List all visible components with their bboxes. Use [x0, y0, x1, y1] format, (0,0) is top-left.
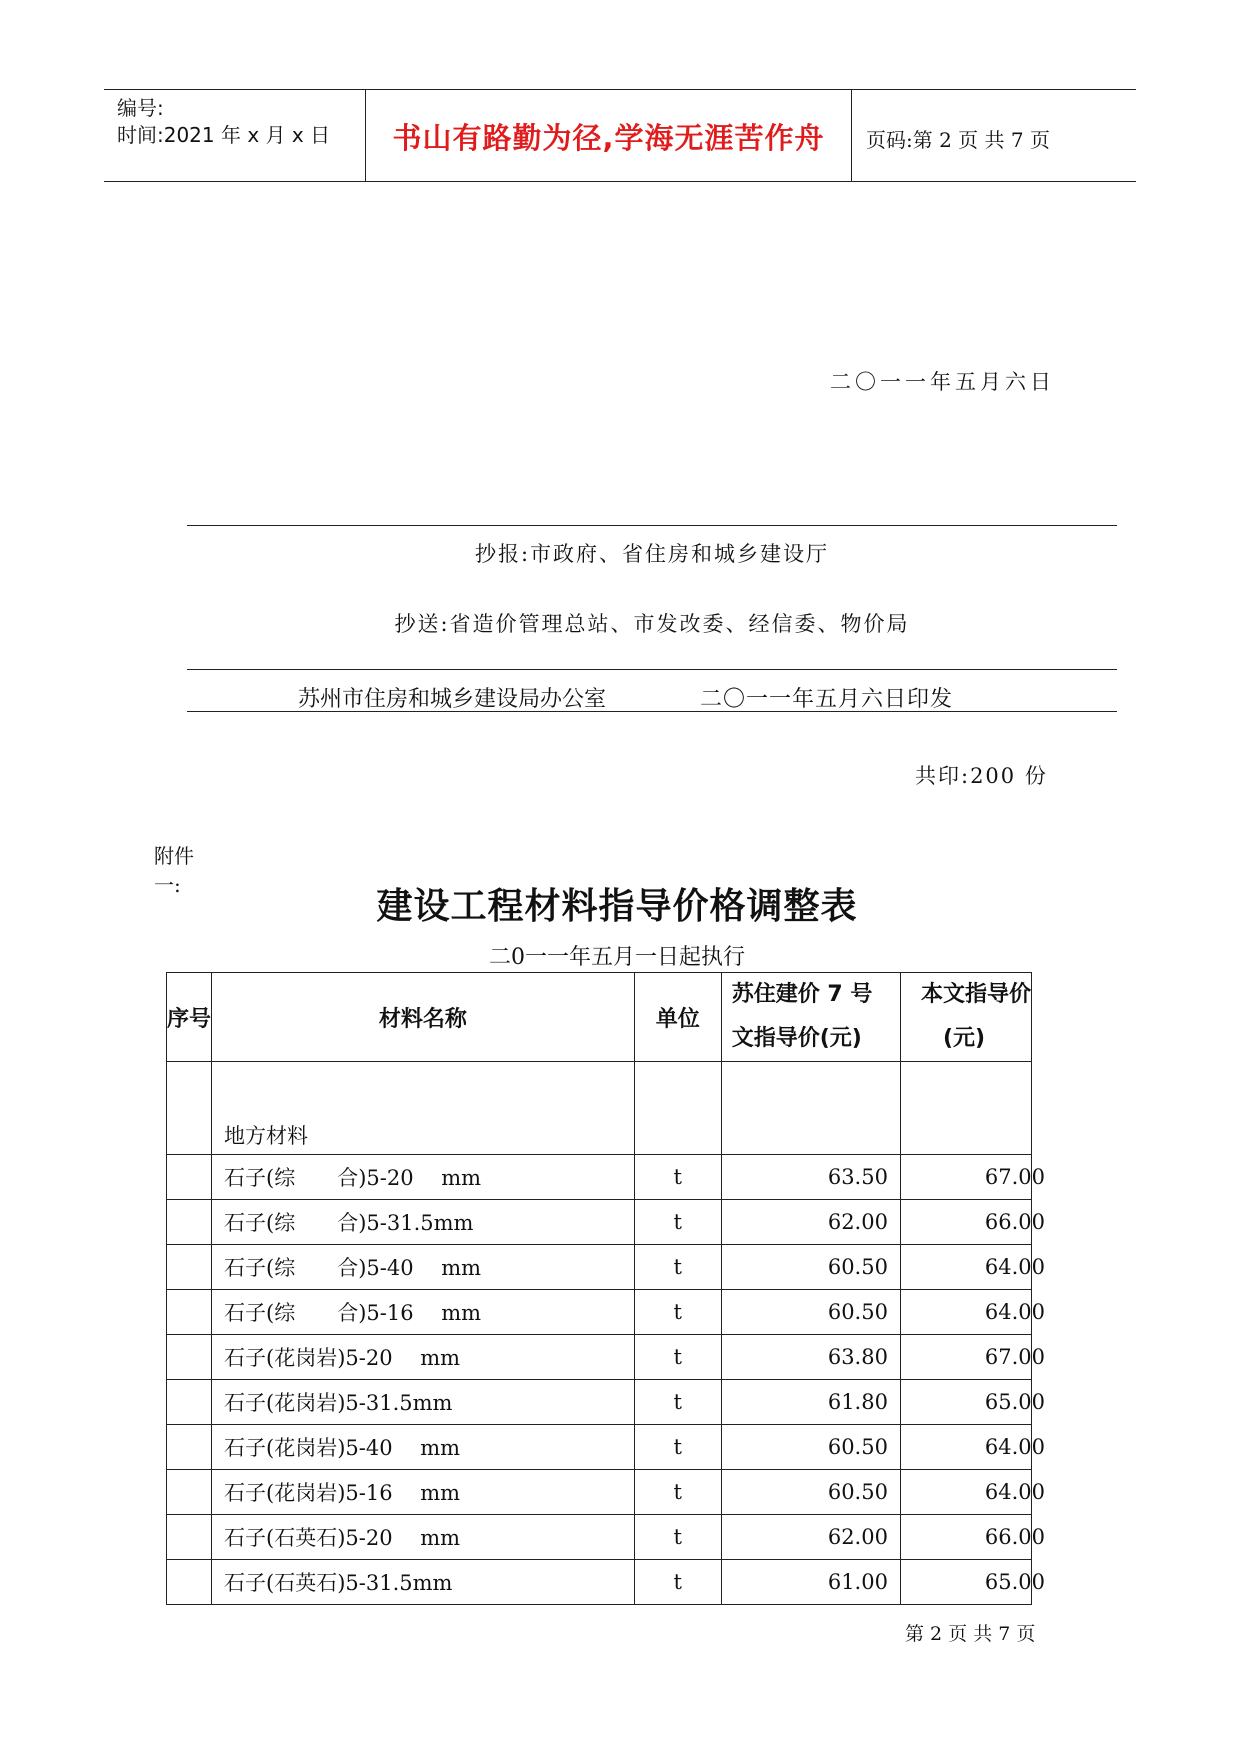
row-price-old: 61.00: [721, 1560, 900, 1605]
row-price-new-cell: [900, 1470, 1045, 1515]
col-header-seq: 序号: [167, 973, 212, 1062]
row-seq-cell: [167, 1200, 212, 1245]
row-unit: t: [634, 1290, 721, 1335]
table-row: [167, 1380, 1032, 1425]
row-price-old: 63.50: [721, 1155, 900, 1200]
issuer-office: 苏州市住房和城乡建设局办公室: [298, 687, 607, 712]
row-seq-cell: [167, 1560, 212, 1605]
row-price-new: 64.00: [984, 1300, 1045, 1324]
row-material-name: 石子(综 合)5-20 mm: [212, 1155, 635, 1200]
row-price-new: 64.00: [984, 1480, 1045, 1504]
table-row: [167, 1200, 1032, 1245]
row-material-name: 石子(花岗岩)5-20 mm: [212, 1335, 635, 1380]
col-header-price-new: [900, 973, 1031, 1062]
table-row: [167, 1290, 1032, 1335]
category-name: 地方材料: [212, 1062, 635, 1155]
row-price-new: 65.00: [984, 1570, 1045, 1594]
category-price-new-cell: [900, 1062, 1031, 1155]
col-header-name: 材料名称: [212, 973, 635, 1062]
row-price-new-cell: [900, 1515, 1045, 1560]
row-price-old: 60.50: [721, 1470, 900, 1515]
col-header-price-new-line2: (元): [942, 1026, 986, 1051]
row-price-new: 65.00: [984, 1390, 1045, 1414]
row-unit: t: [634, 1155, 721, 1200]
cc-report: 抄报:市政府、省住房和城乡建设厅: [474, 542, 830, 566]
row-price-new: 67.00: [984, 1345, 1045, 1369]
row-price-new-cell: [900, 1425, 1045, 1470]
row-material-name: 石子(综 合)5-40 mm: [212, 1245, 635, 1290]
copies-count: 共印:200 份: [915, 764, 1048, 788]
table-category-row: [167, 1062, 1032, 1155]
header-top-rule: [104, 89, 1136, 90]
header-code-label: 编号:: [117, 96, 164, 120]
row-price-new-cell: [900, 1560, 1045, 1605]
row-seq-cell: [167, 1380, 212, 1425]
category-unit-cell: [634, 1062, 721, 1155]
cc-bottom-rule: [187, 711, 1117, 712]
row-seq-cell: [167, 1290, 212, 1335]
row-price-new: 64.00: [984, 1435, 1045, 1459]
row-material-name: 石子(石英石)5-31.5mm: [212, 1560, 635, 1605]
cc-send: 抄送:省造价管理总站、市发改委、经信委、物价局: [394, 612, 910, 636]
row-material-name: 石子(花岗岩)5-31.5mm: [212, 1380, 635, 1425]
row-price-new: 66.00: [984, 1210, 1045, 1234]
category-seq-cell: [167, 1062, 212, 1155]
footer-page-number: 第 2 页 共 7 页: [905, 1623, 1036, 1645]
row-unit: t: [634, 1560, 721, 1605]
table-row: [167, 1470, 1032, 1515]
row-material-name: 石子(石英石)5-20 mm: [212, 1515, 635, 1560]
signature-date: 二〇一一年五月六日: [830, 370, 1055, 394]
row-price-old: 63.80: [721, 1335, 900, 1380]
table-row: [167, 1155, 1032, 1200]
header-bottom-rule: [104, 181, 1136, 182]
table-header-row: [167, 973, 1032, 1062]
row-price-old: 60.50: [721, 1245, 900, 1290]
row-price-new-cell: [900, 1200, 1045, 1245]
header-motto: 书山有路勤为径,学海无涯苦作舟: [392, 121, 825, 155]
row-price-new-cell: [900, 1155, 1045, 1200]
row-seq-cell: [167, 1155, 212, 1200]
table-row: [167, 1335, 1032, 1380]
row-price-new-cell: [900, 1335, 1045, 1380]
row-price-old: 62.00: [721, 1515, 900, 1560]
row-price-new: 67.00: [984, 1165, 1045, 1189]
header-page-label: 页码:第 2 页 共 7 页: [866, 128, 1050, 152]
table-row: [167, 1515, 1032, 1560]
header-time-label: 时间:2021 年 x 月 x 日: [117, 123, 331, 147]
row-price-old: 60.50: [721, 1290, 900, 1335]
col-header-price-new-line1: 本文指导价: [920, 982, 1031, 1007]
col-header-price-old-line1: 苏住建价 7 号: [731, 982, 873, 1007]
attachment-subtitle: 二0一一年五月一日起执行: [489, 945, 745, 970]
row-material-name: 石子(花岗岩)5-16 mm: [212, 1470, 635, 1515]
row-unit: t: [634, 1335, 721, 1380]
row-seq-cell: [167, 1470, 212, 1515]
attachment-title: 建设工程材料指导价格调整表: [376, 886, 858, 927]
row-price-new-cell: [900, 1245, 1045, 1290]
row-unit: t: [634, 1470, 721, 1515]
attachment-label-text: 附件一:: [154, 844, 194, 897]
col-header-price-old-line2: 文指导价(元): [731, 1026, 862, 1051]
row-seq-cell: [167, 1425, 212, 1470]
row-seq-cell: [167, 1515, 212, 1560]
row-price-old: 62.00: [721, 1200, 900, 1245]
issue-date: 二〇一一年五月六日印发: [700, 687, 954, 712]
price-table: [166, 972, 1045, 1605]
row-price-old: 61.80: [721, 1380, 900, 1425]
price-table-viewport: [167, 972, 1052, 1600]
header-divider-right: [851, 89, 852, 181]
category-price-old-cell: [721, 1062, 900, 1155]
table-row: [167, 1560, 1032, 1605]
col-header-unit: 单位: [634, 973, 721, 1062]
row-material-name: 石子(综 合)5-31.5mm: [212, 1200, 635, 1245]
row-price-new: 66.00: [984, 1525, 1045, 1549]
row-material-name: 石子(综 合)5-16 mm: [212, 1290, 635, 1335]
row-unit: t: [634, 1515, 721, 1560]
col-header-price-old: [721, 973, 900, 1062]
row-seq-cell: [167, 1245, 212, 1290]
row-unit: t: [634, 1425, 721, 1470]
row-seq-cell: [167, 1335, 212, 1380]
row-price-new-cell: [900, 1380, 1045, 1425]
row-price-new: 64.00: [984, 1255, 1045, 1279]
table-row: [167, 1245, 1032, 1290]
cc-top-rule: [187, 525, 1117, 526]
cc-middle-rule: [187, 669, 1117, 670]
row-unit: t: [634, 1380, 721, 1425]
row-unit: t: [634, 1245, 721, 1290]
table-row: [167, 1425, 1032, 1470]
row-unit: t: [634, 1200, 721, 1245]
row-price-old: 60.50: [721, 1425, 900, 1470]
row-price-new-cell: [900, 1290, 1045, 1335]
row-material-name: 石子(花岗岩)5-40 mm: [212, 1425, 635, 1470]
